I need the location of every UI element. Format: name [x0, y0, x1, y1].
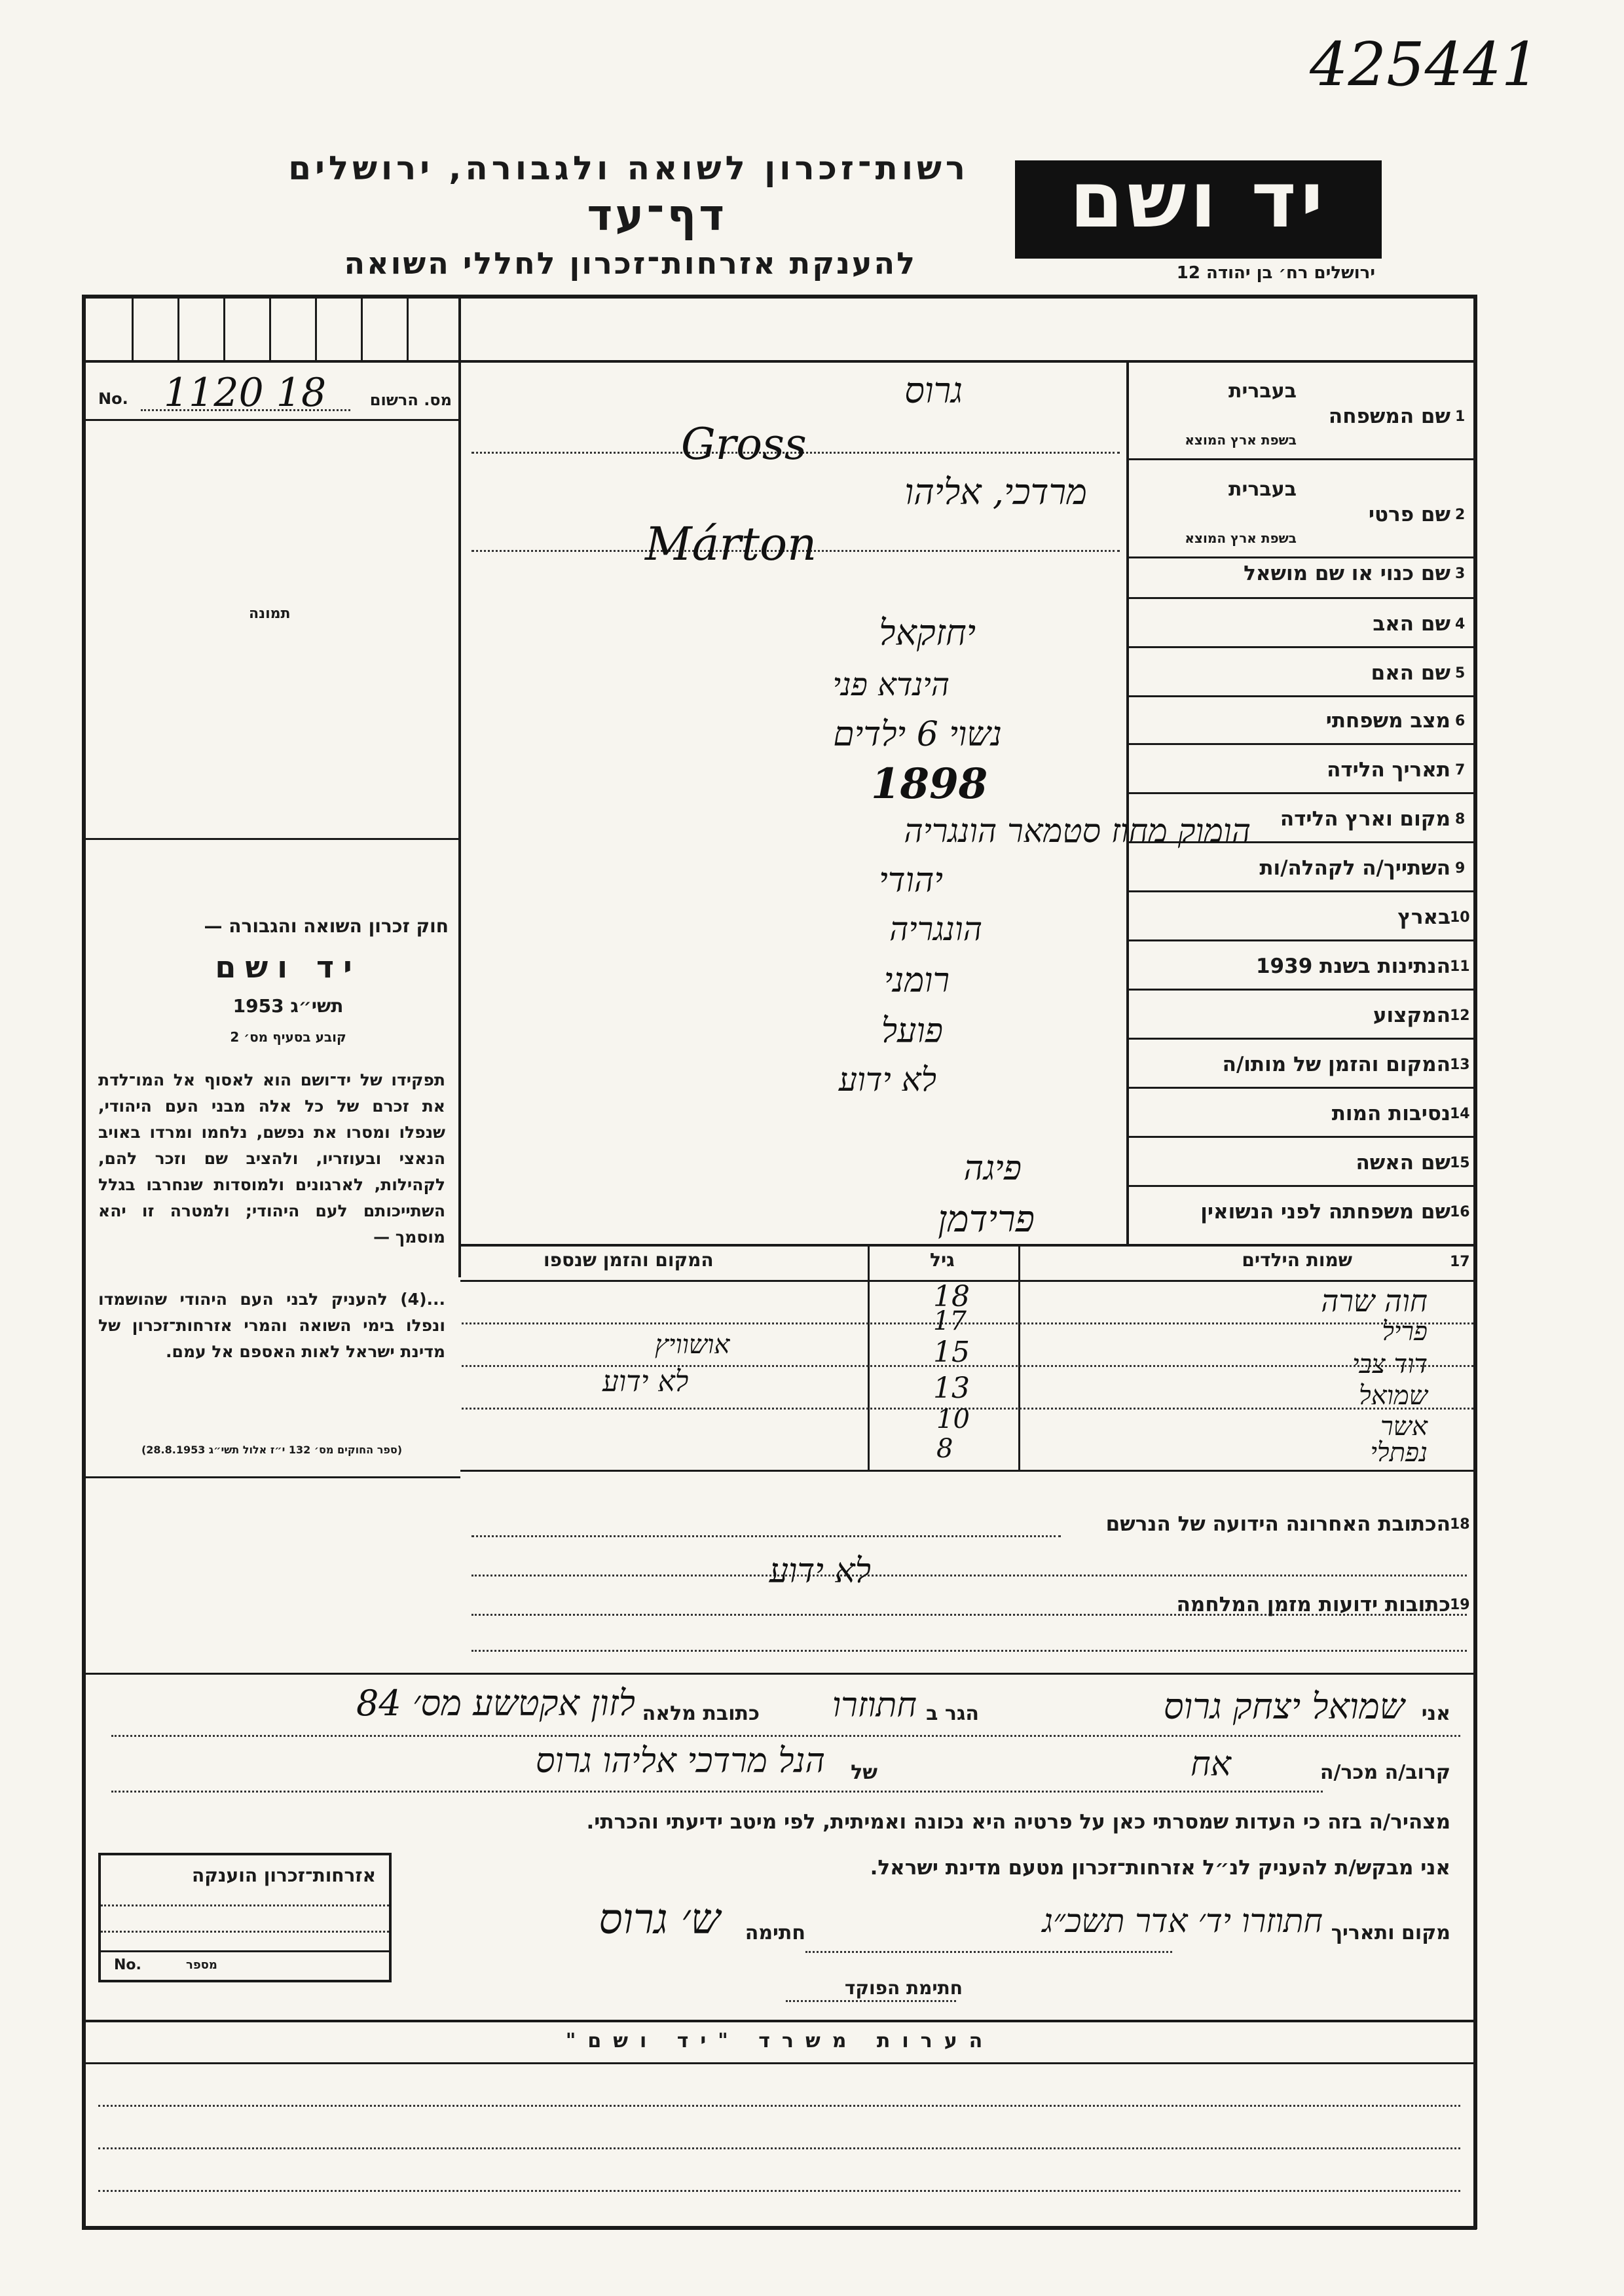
- office-notes-title: הערות משרד "יד ושם": [565, 2030, 995, 2052]
- child-name-1: חוה שרה: [1321, 1283, 1428, 1319]
- children-age-header: גיל: [930, 1249, 955, 1271]
- field-1-number: 1: [1455, 409, 1466, 425]
- child-age-3: 15: [933, 1336, 970, 1369]
- notes-dots-1: [98, 2105, 1460, 2107]
- hebrew-label-2: בעברית: [1228, 478, 1297, 501]
- photo-label: תמונה: [249, 606, 291, 622]
- decl-official-label: חתימת הפוקד: [844, 1977, 963, 1999]
- child-age-2: 17: [933, 1306, 967, 1336]
- child-age-1: 18: [933, 1280, 970, 1313]
- field-19-label: כתובות ידועות מזמן המלחמה: [1176, 1593, 1450, 1616]
- marital-status-value: נשוי 6 ילדים: [833, 715, 1002, 754]
- community-value: יהודי: [879, 861, 943, 900]
- profession-value: פועל: [881, 1011, 943, 1051]
- field-9-label: השתייך/ה לקהלה/ות: [1259, 856, 1450, 880]
- stamp-box-title: אזרחות־זכרון הוענקה: [192, 1865, 376, 1886]
- field-2-label: שם פרטי: [1368, 503, 1450, 526]
- field-7-label: תאריך הלידה: [1327, 758, 1450, 782]
- field-13-label: המקום והזמן של מותו/ה: [1222, 1053, 1450, 1076]
- birth-place-value: הומוק מחוז סטמאר הונגריה: [904, 812, 1251, 850]
- address-line: ירושלים רח׳ בן יהודה 12: [1176, 263, 1375, 283]
- declaration-top-line: [86, 1673, 1474, 1675]
- field-10-label: בארץ: [1397, 905, 1450, 929]
- decl-request: אני מבקש/ת להעניק לנ״ל אזרחות־זכרון מטעם מדינת ישראל.: [870, 1856, 1450, 1880]
- frame-right: [1473, 295, 1477, 2229]
- children-death-place-2: לא ידוע: [602, 1365, 689, 1398]
- photo-box-bottom: [86, 838, 460, 840]
- last-address-value: לא ידוע: [769, 1552, 871, 1591]
- law-section: קובע בסעיף מס׳ 2: [230, 1029, 346, 1045]
- child-age-5: 10: [936, 1404, 970, 1434]
- frame-left: [82, 295, 86, 2229]
- decl-statement: מצהיר/ה בזה כי העדות שמסרתי כאן על פרטיה היא נכונה ואמיתית, לפי מיטב ידיעתי והכרתי.: [586, 1810, 1450, 1834]
- birth-date-value: 1898: [871, 759, 988, 809]
- children-age-divider-left: [868, 1244, 870, 1470]
- field-6-label: מצב משפחתי: [1325, 709, 1450, 733]
- header-row-line: [86, 360, 1474, 363]
- field-12-number: 12: [1450, 1008, 1470, 1024]
- field-14-number: 14: [1450, 1106, 1470, 1122]
- children-age-divider-right: [1018, 1244, 1020, 1470]
- given-name-origin: Márton: [645, 517, 817, 571]
- field-12-label: המקצוע: [1373, 1004, 1450, 1027]
- field-4-number: 4: [1455, 616, 1466, 632]
- child-name-2: פריל: [1382, 1317, 1428, 1347]
- field-5-label: שם האם: [1371, 661, 1450, 685]
- field-3-number: 3: [1455, 566, 1466, 582]
- field-18-label: הכתובת האחרונה הידועה של הנרשם: [1105, 1512, 1450, 1536]
- decl-place-date: חתוזרו יד׳ אדר תשכ״ג: [1042, 1902, 1323, 1940]
- surname-origin: Gross: [681, 419, 807, 469]
- decl-official-dots: [786, 2000, 956, 2002]
- children-death-place-1: אושוויץ: [655, 1330, 730, 1360]
- top-ticks: [86, 299, 459, 361]
- child-age-4: 13: [933, 1372, 970, 1405]
- authority-title: רשות־זכרון לשואה ולגבורה, ירושלים: [288, 149, 969, 187]
- law-text-2: ...(4) להעניק לבני העם היהודי שהושמדו ונפלו בימי השואה והמרי אזרחות־זכרון של מדינת ישראל לאות האספם אל עמם.: [98, 1290, 445, 1361]
- registration-dots: [141, 409, 350, 411]
- field-14-label: נסיבות המות: [1331, 1102, 1450, 1125]
- field-15-number: 15: [1450, 1155, 1470, 1171]
- hebrew-label-1: בעברית: [1228, 380, 1297, 403]
- field-18-number: 18: [1450, 1516, 1470, 1533]
- notes-dots-2: [98, 2147, 1460, 2149]
- decl-relation: אח: [1190, 1745, 1231, 1784]
- decl-address: לזון אקטשע מס׳ 84: [356, 1683, 635, 1724]
- field-11-number: 11: [1450, 958, 1470, 975]
- field-19-number: 19: [1450, 1597, 1470, 1613]
- field-16-number: 16: [1450, 1204, 1470, 1220]
- decl-deceased-name: הנל מרדכי אליהו גרוס: [535, 1741, 825, 1781]
- field-18-dots: [471, 1535, 1061, 1537]
- decl-lives-in-label: הגר ב: [926, 1702, 979, 1725]
- reg-box-line: [86, 419, 460, 421]
- field-3-label: שם כנוי או שם מושאל: [1244, 562, 1450, 585]
- decl-place-date-label: מקום ותאריך: [1331, 1922, 1450, 1944]
- child-name-4: שמואל: [1359, 1381, 1428, 1411]
- children-names-header: שמות הילדים: [1242, 1249, 1352, 1271]
- left-column-divider: [458, 299, 461, 1277]
- citizenship-stamp-box: [98, 1853, 392, 1982]
- children-row-dots-1: [462, 1322, 1473, 1324]
- archive-number: 425441: [1310, 29, 1540, 100]
- law-box-bottom: [86, 1476, 460, 1478]
- law-name: יד ושם: [215, 949, 361, 985]
- decl-place-dots: [805, 1951, 1172, 1953]
- field-5-number: 5: [1455, 665, 1466, 682]
- stamp-box-no: No.: [114, 1957, 141, 1973]
- decl-relation-label: קרוב/ה מכר/ה: [1320, 1761, 1450, 1784]
- decl-line-1-dots: [111, 1735, 1460, 1737]
- law-title: חוק זכרון השואה והגבורה —: [204, 915, 449, 937]
- decl-signature-label: חתימה: [745, 1922, 805, 1944]
- form-subtitle: להענקת אזרחות־זכרון לחללי השואה: [344, 246, 917, 281]
- citizenship-value: רומני: [883, 961, 950, 1000]
- notes-top-line: [86, 2020, 1474, 2022]
- notes-dots-3: [98, 2190, 1460, 2192]
- decl-signature: ש׳ גרוס: [599, 1895, 720, 1944]
- origin-label-2: בשפת ארץ המוצא: [1185, 530, 1297, 546]
- field-18-dots-2: [471, 1575, 1467, 1576]
- field-19-dots: [471, 1650, 1467, 1652]
- mother-name-value: הינדא פני: [832, 666, 950, 703]
- origin-label-1: בשפת ארץ המוצא: [1185, 432, 1297, 448]
- wife-name-value: פיגה: [963, 1149, 1022, 1188]
- field-6-number: 6: [1455, 713, 1466, 729]
- wife-maiden-name-value: פרידמן: [938, 1198, 1035, 1241]
- label-column-divider: [1126, 360, 1129, 1244]
- field-1-label: שם המשפחה: [1328, 405, 1450, 428]
- field-15-label: שם האשה: [1356, 1151, 1450, 1175]
- stamp-box-number-label: מספר: [186, 1958, 217, 1972]
- law-text-1: תפקידו של יד־ושם הוא לאסוף אל המו־לדת את זכרם של כל אלה מבני העם היהודי, שנפלו ומסרו את נפשם, נלחמו ומרדו באויב הנאצי ובעוזריו, ולהציב שם וזכר להם, לקהילות, לארגונים ולמוסדות שנחרבו בגלל השתייכותם לעם היהודי; ולמטרה זו יהא מוסמך —: [98, 1070, 445, 1247]
- decl-of-label: של: [851, 1761, 877, 1784]
- field-9-number: 9: [1455, 860, 1466, 877]
- field-17-number: 17: [1450, 1254, 1470, 1270]
- frame-bottom: [82, 2226, 1477, 2230]
- child-name-6: נפתלי: [1370, 1438, 1428, 1468]
- yad-vashem-logo: יד ושם: [1015, 160, 1382, 259]
- field-11-label: הנתינות בשנת 1939: [1255, 955, 1450, 978]
- field-16-label: שם משפחתה לפני הנשואין: [1200, 1200, 1450, 1224]
- decl-line-2-dots: [111, 1791, 1323, 1793]
- decl-declarant-name: שמואל יצחק גרוס: [1163, 1686, 1405, 1727]
- child-name-5: אשר: [1380, 1412, 1428, 1442]
- field-7-number: 7: [1455, 762, 1466, 778]
- notes-header-line: [86, 2062, 1474, 2064]
- father-name-value: יחזקאל: [879, 612, 976, 653]
- field-2-number: 2: [1455, 507, 1466, 523]
- surname-hebrew: גרוס: [904, 370, 963, 411]
- field-8-number: 8: [1455, 811, 1466, 828]
- form-title: דף־עד: [587, 190, 727, 240]
- country-value: הונגריה: [889, 910, 982, 948]
- field-4-label: שם האב: [1373, 612, 1450, 636]
- children-place-header: המקום והזמן שנספו: [544, 1249, 714, 1271]
- child-age-6: 8: [936, 1434, 953, 1464]
- decl-city: חתוזרו: [832, 1686, 917, 1725]
- death-place-value: לא ידוע: [838, 1061, 936, 1099]
- field-10-number: 10: [1450, 909, 1470, 926]
- law-source: (ספר החוקים מס׳ 132 י״ז אלול תשי״ג 28.8.1953): [141, 1444, 403, 1456]
- children-bottom-line: [460, 1470, 1475, 1472]
- child-name-3: דוד צבי: [1352, 1349, 1428, 1379]
- given-name-hebrew: מרדכי, אליהו: [904, 471, 1087, 513]
- field-8-label: מקום וארץ הלידה: [1280, 807, 1450, 831]
- law-year: תשי״ג 1953: [232, 995, 344, 1017]
- decl-ani: אני: [1421, 1702, 1450, 1725]
- field-13-number: 13: [1450, 1057, 1470, 1073]
- decl-full-address-label: כתובת מלאה: [642, 1702, 760, 1725]
